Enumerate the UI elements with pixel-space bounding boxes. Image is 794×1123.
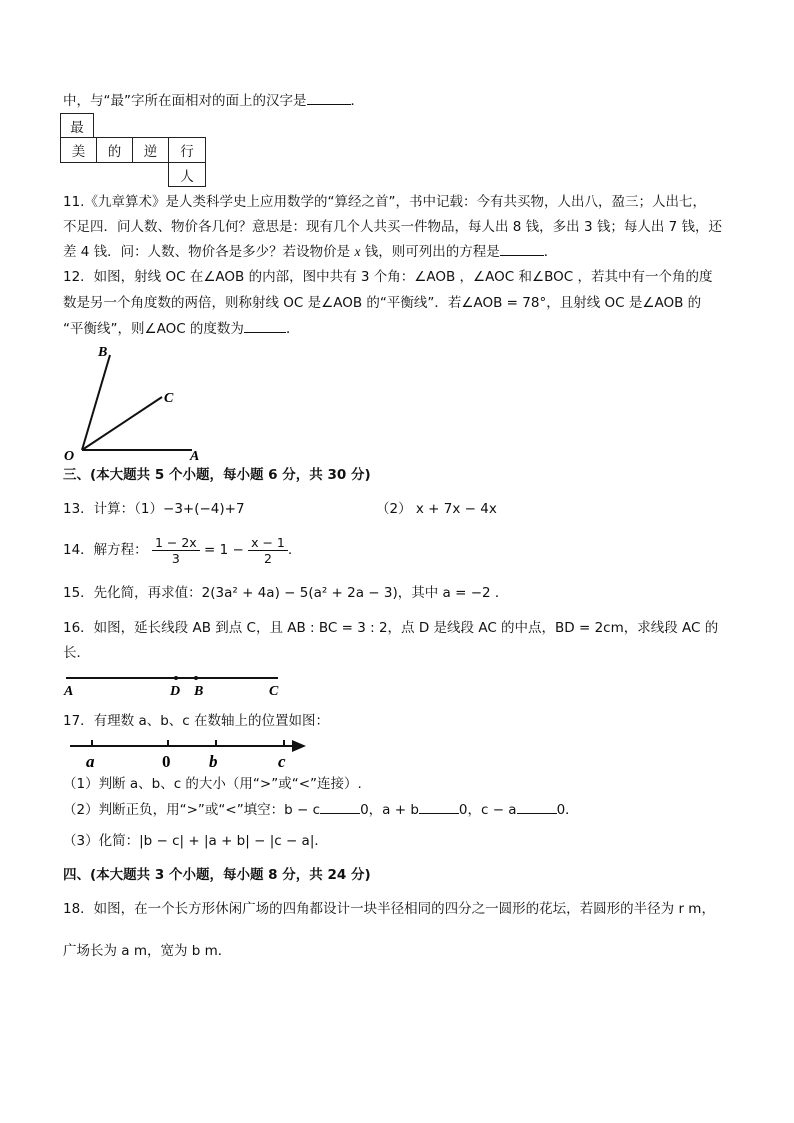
label-a: a [86, 752, 95, 771]
answer-blank[interactable] [517, 801, 557, 814]
label-b: b [209, 752, 218, 771]
q11-line-2: 不足四．问人数、物价各几何？意思是：现有几个人共买一件物品，每人出 8 钱，多出 3 钱；每人出 7 钱，还 [63, 219, 723, 235]
answer-blank[interactable] [307, 92, 351, 105]
q14-line: 14．解方程： $\frac{1 - 2x}{3}$ = 1 − $\frac{x - 1}{2}$ . [63, 534, 293, 566]
arrow-head-icon [292, 740, 306, 752]
label-zero: 0 [162, 752, 171, 771]
answer-blank[interactable] [320, 801, 360, 814]
label-o: O [64, 449, 75, 464]
net-cell: 的 [96, 137, 133, 163]
q13-part-2: （2） x + 7x − 4x [376, 501, 497, 517]
label-d: D [170, 684, 181, 699]
net-cell: 逆 [132, 137, 169, 163]
label-b: B [194, 684, 204, 699]
section-3-heading: 三、(本大题共 5 个小题，每小题 6 分，共 30 分) [63, 467, 371, 483]
q18-line-2: 广场长为 a m，宽为 b m． [63, 943, 232, 959]
q10-line: 中，与“最”字所在面相对的面上的汉字是 ． [63, 93, 364, 109]
ray-ob [82, 355, 110, 450]
answer-blank[interactable] [500, 243, 544, 256]
label-a: A [190, 449, 200, 464]
fraction: $\frac{x - 1}{2}$ [248, 535, 288, 566]
q16-line-1: 16．如图，延长线段 AB 到点 C，且 AB : BC = 3 : 2，点 D 是线段 AC 的中点，BD = 2cm，求线段 AC 的 [63, 620, 719, 636]
q17-part-2: （2）判断正负，用“>”或“<”填空：b − c 0，a + b 0，c − a 0． [63, 802, 579, 818]
answer-blank[interactable] [244, 320, 286, 333]
q11-line-1: 11.《九章算术》是人类科学史上应用数学的“算经之首”，书中记载：今有共买物，人出八，盈三；人出七， [63, 194, 706, 210]
q15-line: 15．先化简，再求值：2(3a² + 4a) − 5(a² + 2a − 3)，其中 a = −2 ． [63, 585, 509, 601]
q16-line-2: 长． [63, 645, 90, 661]
label-c: C [164, 391, 174, 406]
net-cell-top: 最 [60, 113, 94, 138]
point-b [194, 676, 198, 680]
q12-line-3: “平衡线”，则∠AOC 的度数为 ． [63, 321, 300, 337]
q17-part-3: （3）化简：|b − c| + |a + b| − |c − a|． [63, 833, 328, 849]
label-c: C [269, 684, 279, 699]
q18-line-1: 18．如图，在一个长方形休闲广场的四角都设计一块半径相同的四分之一圆形的花坛，若圆形的半径为 r m， [63, 901, 715, 917]
q17-part-1: （1）判断 a、b、c 的大小（用“>”或“<”连接）. [63, 776, 362, 792]
q17-intro: 17．有理数 a、b、c 在数轴上的位置如图： [63, 713, 330, 729]
ray-oc [82, 397, 162, 450]
number-line-figure [66, 734, 316, 774]
fraction: $\frac{1 - 2x}{3}$ [152, 535, 200, 566]
net-cell-bottom: 人 [168, 162, 206, 187]
label-c: c [278, 752, 286, 771]
label-a: A [64, 684, 74, 699]
angle-figure [60, 340, 220, 462]
section-4-heading: 四、(本大题共 3 个小题，每小题 8 分，共 24 分) [63, 867, 371, 883]
q13-part-1: 13．计算：（1）−3+(−4)+7 [63, 501, 245, 517]
point-d [174, 676, 178, 680]
net-cell: 美 [60, 137, 97, 163]
segment-figure [62, 670, 302, 702]
net-cell: 行 [168, 137, 206, 163]
q12-line-1: 12．如图，射线 OC 在∠AOB 的内部，图中共有 3 个角：∠AOB ，∠AOC 和∠BOC ，若其中有一个角的度 [63, 269, 713, 285]
answer-blank[interactable] [419, 801, 459, 814]
q12-line-2: 数是另一个角度数的两倍，则称射线 OC 是∠AOB 的“平衡线”．若∠AOB = 78°，且射线 OC 是∠AOB 的 [63, 295, 702, 311]
label-b: B [98, 345, 108, 360]
q11-line-3: 差 4 钱．问：人数、物价各是多少？若设物价是 x 钱，则可列出的方程是 ． [63, 244, 558, 260]
